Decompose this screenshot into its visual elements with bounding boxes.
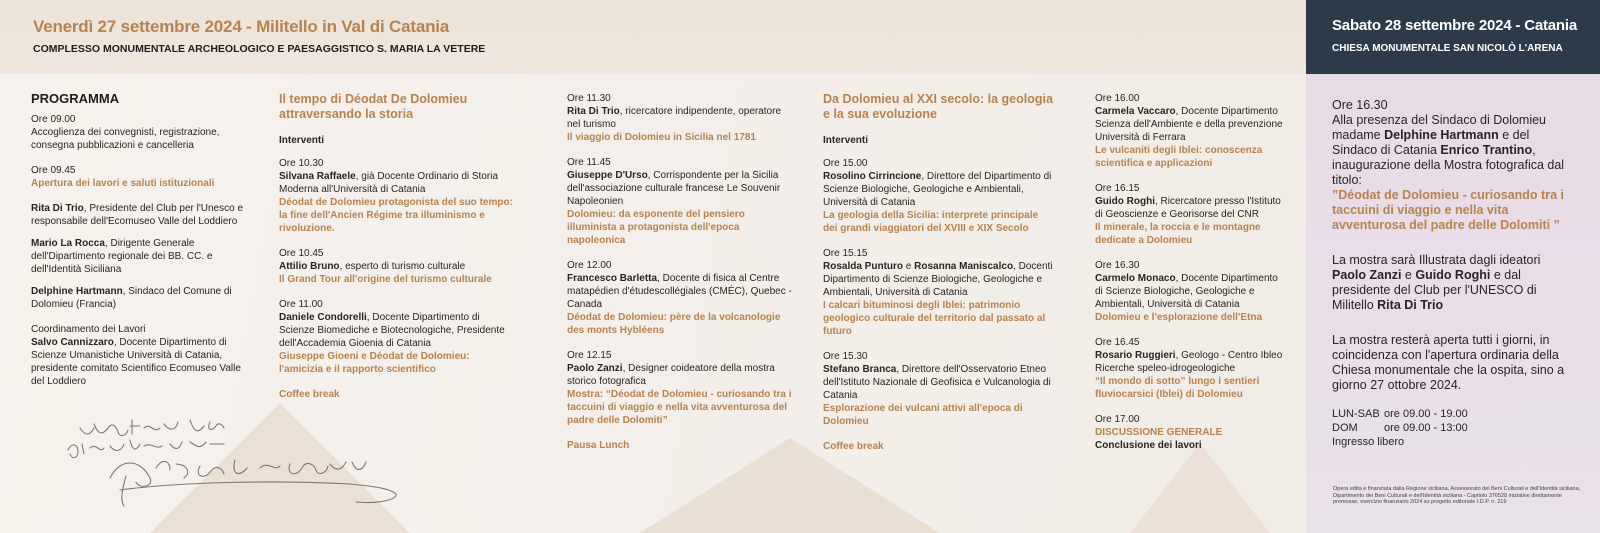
person-name: Rita Di Trio (1377, 298, 1444, 312)
talk (823, 247, 1053, 338)
text: La mostra sarà Illustrata dagli ideatori (1332, 253, 1541, 267)
speaker-role: , ricercatore indipendente, operatore nel turismo (567, 106, 782, 130)
speaker-name: Rosolino Cirrincione (823, 171, 922, 182)
talk (279, 157, 514, 235)
speaker-role: , Direttore dell'Osservatorio Etneo dell'Istituto Nazionale di Geofisica e Vulcanologia di Catania (823, 364, 1051, 401)
speaker-role: , Dirigente Generale dell'Dipartimento regionale dei BB. CC. e dell'Identità Siciliana (31, 238, 213, 275)
program-item (31, 164, 251, 190)
talk (1095, 259, 1285, 324)
right-header-panel (1306, 0, 1600, 74)
closing-text: Conclusione dei lavori (1095, 440, 1202, 451)
text: e del Sindaco di Catania (1332, 128, 1530, 157)
time: Ore 11.00 (279, 299, 323, 310)
session1-column (279, 92, 514, 401)
conjunction: e (903, 261, 915, 272)
speaker-role: , esperto di turismo culturale (339, 261, 466, 272)
speaker-role: , Direttore del Dipartimento di Scienze Biologiche, Geologiche e Ambientali, Università di Catania (823, 171, 1052, 208)
interventi-label: Interventi (279, 135, 325, 146)
talk (279, 247, 514, 286)
speaker-name: Mario La Rocca (31, 238, 105, 249)
days: LUN-SAB (1332, 408, 1380, 420)
credits-text: Opera edita e finanziata dalla Regione siciliana, Assessorato dei Beni Culturali e dell'Identità siciliana, Dipartimento dei Beni Culturali e dell'Identità siciliana - Capitolo 376528 iniziative direttamente promosse, esercizio finanziario 2024 su progetto editoriale I.D.P. n. 219 (1333, 486, 1581, 505)
time: Ore 16.30 (1095, 260, 1140, 271)
time: Ore 12.15 (567, 350, 612, 361)
speaker-name: Salvo Cannizzaro (31, 337, 114, 348)
opening-hours (1332, 407, 1577, 449)
program-item (31, 113, 251, 152)
speaker-role: , Docente Dipartimento Scienza dell'Ambiente e della prevenzione Università di Ferrara (1095, 106, 1283, 143)
discussion-title: DISCUSSIONE GENERALE (1095, 427, 1223, 438)
time: Ore 16.45 (1095, 337, 1140, 348)
talk (823, 350, 1053, 428)
header-background (0, 0, 1306, 74)
time: Ore 17.00 (1095, 414, 1140, 425)
text: Alla presenza del Sindaco di Dolomieu madame (1332, 113, 1547, 142)
time: Ore 16.00 (1095, 93, 1140, 104)
time: Ore 16.30 (1332, 98, 1388, 112)
day1-venue: COMPLESSO MONUMENTALE ARCHEOLOGICO E PAESAGGISTICO S. MARIA LA VETERE (33, 43, 486, 55)
speaker-name: Delphine Hartmann (31, 286, 123, 297)
time: Ore 15.15 (823, 248, 868, 259)
speaker-name: Rosanna Maniscalco (914, 261, 1014, 272)
person-name: Delphine Hartmann (1384, 128, 1499, 142)
speaker-role: , Corrispondente per la Sicilia dell'associazione culturale francese Le Souvenir Napoleonien (567, 170, 781, 207)
time: Ore 16.15 (1095, 183, 1140, 194)
session-title: Il tempo di Déodat De Dolomieu attraversando la storia (279, 92, 468, 121)
time: Ore 11.45 (567, 157, 611, 168)
talk-title: Il Grand Tour all'origine del turismo culturale (279, 274, 492, 285)
talk-title: Giuseppe Gioeni e Déodat de Dolomieu: l'amicizia e il rapporto scientifico (279, 351, 470, 375)
day2-title: Sabato 28 settembre 2024 - Catania (1332, 17, 1577, 34)
speaker (31, 237, 251, 276)
talk (567, 92, 792, 144)
opening-info: La mostra resterà aperta tutti i giorni, in coincidenza con l'apertura ordinaria della Chiesa monumentale che la ospita, sino a giorno 27 ottobre 2024. (1332, 333, 1565, 392)
text: , inaugurazione della Mostra fotografica dal titolo: (1332, 143, 1565, 187)
time: Ore 10.45 (279, 248, 324, 259)
hours: ore 09.00 - 13:00 (1384, 422, 1468, 434)
day1-title: Venerdì 27 settembre 2024 - Militello in Val di Catania (33, 17, 450, 36)
exhibit-title: ”Déodat de Dolomieu - curiosando tra i taccuini di viaggio e nella vita avventurosa del padre delle Dolomiti ” (1332, 188, 1564, 232)
opening-paragraph (1332, 98, 1577, 233)
time: Ore 11.30 (567, 93, 611, 104)
speaker-name: Rita Di Trio (31, 203, 84, 214)
time: Ore 10.30 (279, 158, 324, 169)
speaker (31, 202, 251, 228)
hours: ore 09.00 - 19.00 (1384, 408, 1468, 420)
talk (567, 156, 792, 247)
speaker-role: , Sindaco del Comune di Dolomieu (Francia) (31, 286, 232, 310)
talk-title: Le vulcaniti degli Iblei: conoscenza scientifica e applicazioni (1095, 145, 1263, 169)
item-text: Accoglienza dei convegnisti, registrazione, consegna pubblicazioni e cancelleria (31, 127, 220, 151)
speaker-role: , Designer coideatore della mostra storico fotografica (567, 363, 775, 387)
talk-title: Esplorazione dei vulcani attivi all'epoca di Dolomieu (823, 403, 1023, 427)
talk (1095, 182, 1285, 247)
talk-title: Déodat de Dolomieu: père de la volcanologie des monts Hybléens (567, 312, 781, 336)
coffee-break: Coffee break (823, 441, 884, 452)
speaker-name: Francesco Barletta (567, 273, 658, 284)
time: Ore 15.00 (823, 158, 868, 169)
speaker-name: Guido Roghi (1095, 196, 1155, 207)
speaker-name: Stefano Branca (823, 364, 897, 375)
speaker-role: , Docente Dipartimento di Scienze Biologiche, Geologiche e Ambientali, Università di Catania (1095, 273, 1278, 310)
speaker-name: Attilio Bruno (279, 261, 340, 272)
speaker-role: , Docente Dipartimento di Scienze Umanistiche Università di Catania, presidente comitato Scientifico Ecomuseo Valle del Loddiero (31, 337, 241, 387)
session2-column-cont (1095, 92, 1285, 461)
time: Ore 09.45 (31, 165, 76, 176)
coord-label: Coordinamento dei Lavori (31, 324, 146, 335)
text: e dal presidente del Club per l'UNESCO di Militello (1332, 268, 1537, 312)
person-name: Paolo Zanzi (1332, 268, 1402, 282)
speaker-role: , Docente Dipartimento di Scienze Biomediche e Biotecnologiche, Presidente dell'Accademia Gioenia di Catania (279, 312, 505, 349)
talk (567, 259, 792, 337)
coffee-break: Coffee break (279, 389, 340, 400)
talk-title: “Il mondo di sotto” lungo i sentieri fluviocarsici (Iblei) di Dolomieu (1095, 376, 1260, 400)
text: e (1401, 268, 1416, 282)
talk (1095, 92, 1285, 170)
talk-title: Apertura dei lavori e saluti istituzionali (31, 178, 215, 189)
speaker-name: Rosario Ruggieri (1095, 350, 1176, 361)
entry-info: Ingresso libero (1332, 436, 1405, 448)
talk (823, 157, 1053, 235)
talk (1095, 336, 1285, 401)
speaker-name: Paolo Zanzi (567, 363, 623, 374)
speaker-name: Carmelo Monaco (1095, 273, 1176, 284)
programma-column (31, 92, 251, 397)
talk-title: Mostra: “Déodat de Dolomieu - curiosando tra i taccuini di viaggio e nella vita avventurosa del padre delle Dolomiti” (567, 389, 792, 426)
session-title: Da Dolomieu al XXI secolo: la geologia e la sua evoluzione (823, 92, 1053, 121)
talk-title: Dolomieu: da esponente del pensiero illuminista a protagonista dell'epoca napoleonica (567, 209, 745, 246)
curators-paragraph (1332, 253, 1577, 313)
speaker (31, 285, 251, 311)
coordination (31, 323, 251, 388)
speaker-name: Rita Di Trio (567, 106, 620, 117)
talk-title: Il minerale, la roccia e le montagne dedicate a Dolomieu (1095, 222, 1261, 246)
talk (1095, 413, 1285, 452)
talk (567, 349, 792, 427)
time: Ore 15.30 (823, 351, 868, 362)
session1-column-cont (567, 92, 792, 452)
speaker-role: , Docenti Dipartimento di Scienze Biologiche, Geologiche e Ambientali, Università di Catania (823, 261, 1053, 298)
speaker-name: Carmela Vaccaro (1095, 106, 1176, 117)
exhibition-column (1332, 98, 1577, 449)
talk-title: Déodat de Dolomieu protagonista del suo tempo: la fine dell'Ancien Régime tra illuminismo e rivoluzione. (279, 197, 513, 234)
talk (279, 298, 514, 376)
speaker-name: Rosalda Punturo (823, 261, 904, 272)
time: Ore 12.00 (567, 260, 612, 271)
speaker-role: , Geologo - Centro Ibleo Ricerche speleo-idrogeologiche (1095, 350, 1283, 374)
programma-heading: PROGRAMMA (31, 91, 120, 106)
talk-title: Dolomieu e l'esplorazione dell'Etna (1095, 312, 1263, 323)
person-name: Guido Roghi (1415, 268, 1491, 282)
session2-column (823, 92, 1053, 453)
speaker-name: Daniele Condorelli (279, 312, 367, 323)
speaker-role: , Ricercatore presso l'Istituto di Geoscienze e Georisorse del CNR (1095, 196, 1281, 220)
speaker-role: , Presidente del Club per l'Unesco e responsabile dell'Ecomuseo Valle del Loddiero (31, 203, 244, 227)
speaker-role: , Docente di fisica al Centre matapédien d'étudescollégiales (CMÉC), Quebec - Canada (567, 273, 792, 310)
lunch-break: Pausa Lunch (567, 440, 630, 451)
handwritten-signature (60, 418, 420, 518)
interventi-label: Interventi (823, 135, 869, 146)
speaker-name: Silvana Raffaele (279, 171, 356, 182)
talk-title: La geologia della Sicilia: interprete principale dei grandi viaggiatori del XVIII e XIX Secolo (823, 210, 1039, 234)
person-name: Enrico Trantino (1440, 143, 1533, 157)
time: Ore 09.00 (31, 114, 76, 125)
day2-venue: CHIESA MONUMENTALE SAN NICOLÒ L'ARENA (1332, 43, 1563, 54)
speaker-role: , già Docente Ordinario di Storia Moderna all'Università di Catania (279, 171, 499, 195)
talk-title: Il viaggio di Dolomieu in Sicilia nel 1781 (567, 132, 756, 143)
speaker-name: Giuseppe D'Urso (567, 170, 648, 181)
days: DOM (1332, 422, 1358, 434)
talk-title: I calcari bituminosi degli Iblei: patrimonio geologico culturale del territorio dal passato al futuro (823, 300, 1046, 337)
